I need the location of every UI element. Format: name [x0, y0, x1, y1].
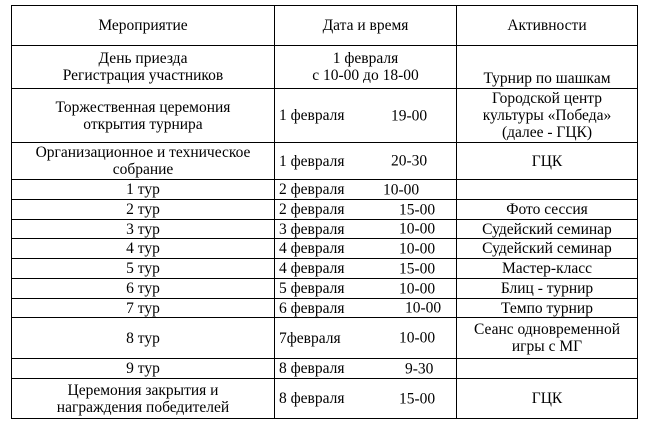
table-row: [12, 143, 638, 180]
event-cell: 5 тур: [12, 259, 275, 279]
activity-cell: Судейский семинар: [457, 239, 638, 259]
date-cell: 2 февраля 15-00: [275, 200, 457, 220]
date-cell: 8 февраля 15-00: [275, 379, 457, 419]
event-cell: Торжественная церемония открытия турнира: [12, 89, 275, 143]
date-cell: 4 февраля 10-00: [275, 239, 457, 259]
time-value: 10-00: [405, 299, 442, 317]
header-row: [12, 6, 638, 46]
event-cell: День приезда Регистрация участников: [12, 46, 275, 89]
activity-cell: Мастер-класс: [457, 259, 638, 279]
time-value: 15-00: [399, 260, 436, 277]
date-cell: 7февраля 10-00: [275, 318, 457, 359]
table-row: [12, 318, 638, 359]
table-row: [12, 46, 638, 89]
activity-cell: Фото сессия: [457, 200, 638, 220]
schedule-table: [11, 5, 638, 419]
date-cell: 8 февраля 9-30: [275, 359, 457, 379]
time-value: 10-00: [399, 280, 436, 297]
time-value: 15-00: [399, 201, 436, 218]
table-row: [12, 89, 638, 143]
table-row: [12, 279, 638, 299]
event-cell: 8 тур: [12, 318, 275, 359]
time-value: 20-30: [391, 152, 428, 170]
time-value: 15-00: [399, 390, 436, 407]
event-cell: 9 тур: [12, 359, 275, 379]
activity-cell: ГЦК: [457, 379, 638, 419]
time-value: 10-00: [399, 240, 436, 257]
time-value: 10-00: [383, 181, 420, 198]
activity-cell: Темпо турнир: [457, 299, 638, 318]
event-cell: 2 тур: [12, 200, 275, 220]
header-event: Мероприятие: [12, 6, 275, 46]
date-cell: 1 февраля 20-30: [275, 143, 457, 180]
event-cell: Церемония закрытия и награждения победителей: [12, 379, 275, 419]
table-row: [12, 259, 638, 279]
time-value: 9-30: [405, 360, 434, 377]
activity-cell: Сеанс одновременной игры с МГ: [457, 318, 638, 359]
activity-cell: Турнир по шашкам: [457, 46, 638, 89]
event-cell: 7 тур: [12, 299, 275, 318]
table-row: [12, 379, 638, 419]
date-cell: 2 февраля 10-00: [275, 180, 457, 200]
table-row: [12, 299, 638, 318]
event-cell: 6 тур: [12, 279, 275, 299]
date-cell: 1 февраля с 10-00 до 18-00: [275, 46, 457, 89]
time-value: 19-00: [391, 107, 428, 124]
activity-cell: [457, 180, 638, 200]
header-datetime: Дата и время: [275, 6, 457, 46]
table-row: [12, 180, 638, 200]
table-row: [12, 239, 638, 259]
activity-cell: Судейский семинар: [457, 220, 638, 239]
event-cell: 3 тур: [12, 220, 275, 239]
time-value: 10-00: [399, 220, 436, 238]
event-cell: Организационное и техническое собрание: [12, 143, 275, 180]
table-row: [12, 200, 638, 220]
date-cell: 1 февраля 19-00: [275, 89, 457, 143]
date-cell: 3 февраля 10-00: [275, 220, 457, 239]
event-cell: 1 тур: [12, 180, 275, 200]
date-cell: 5 февраля 10-00: [275, 279, 457, 299]
activity-cell: [457, 359, 638, 379]
table-row: [12, 359, 638, 379]
event-cell: 4 тур: [12, 239, 275, 259]
date-cell: 6 февраля 10-00: [275, 299, 457, 318]
date-cell: 4 февраля 15-00: [275, 259, 457, 279]
activity-cell: Городской центр культуры «Победа» (далее - ГЦК): [457, 89, 638, 143]
table-row: [12, 220, 638, 239]
activity-cell: ГЦК: [457, 143, 638, 180]
activity-cell: Блиц - турнир: [457, 279, 638, 299]
header-activities: Активности: [457, 6, 638, 46]
time-value: 10-00: [399, 329, 436, 347]
